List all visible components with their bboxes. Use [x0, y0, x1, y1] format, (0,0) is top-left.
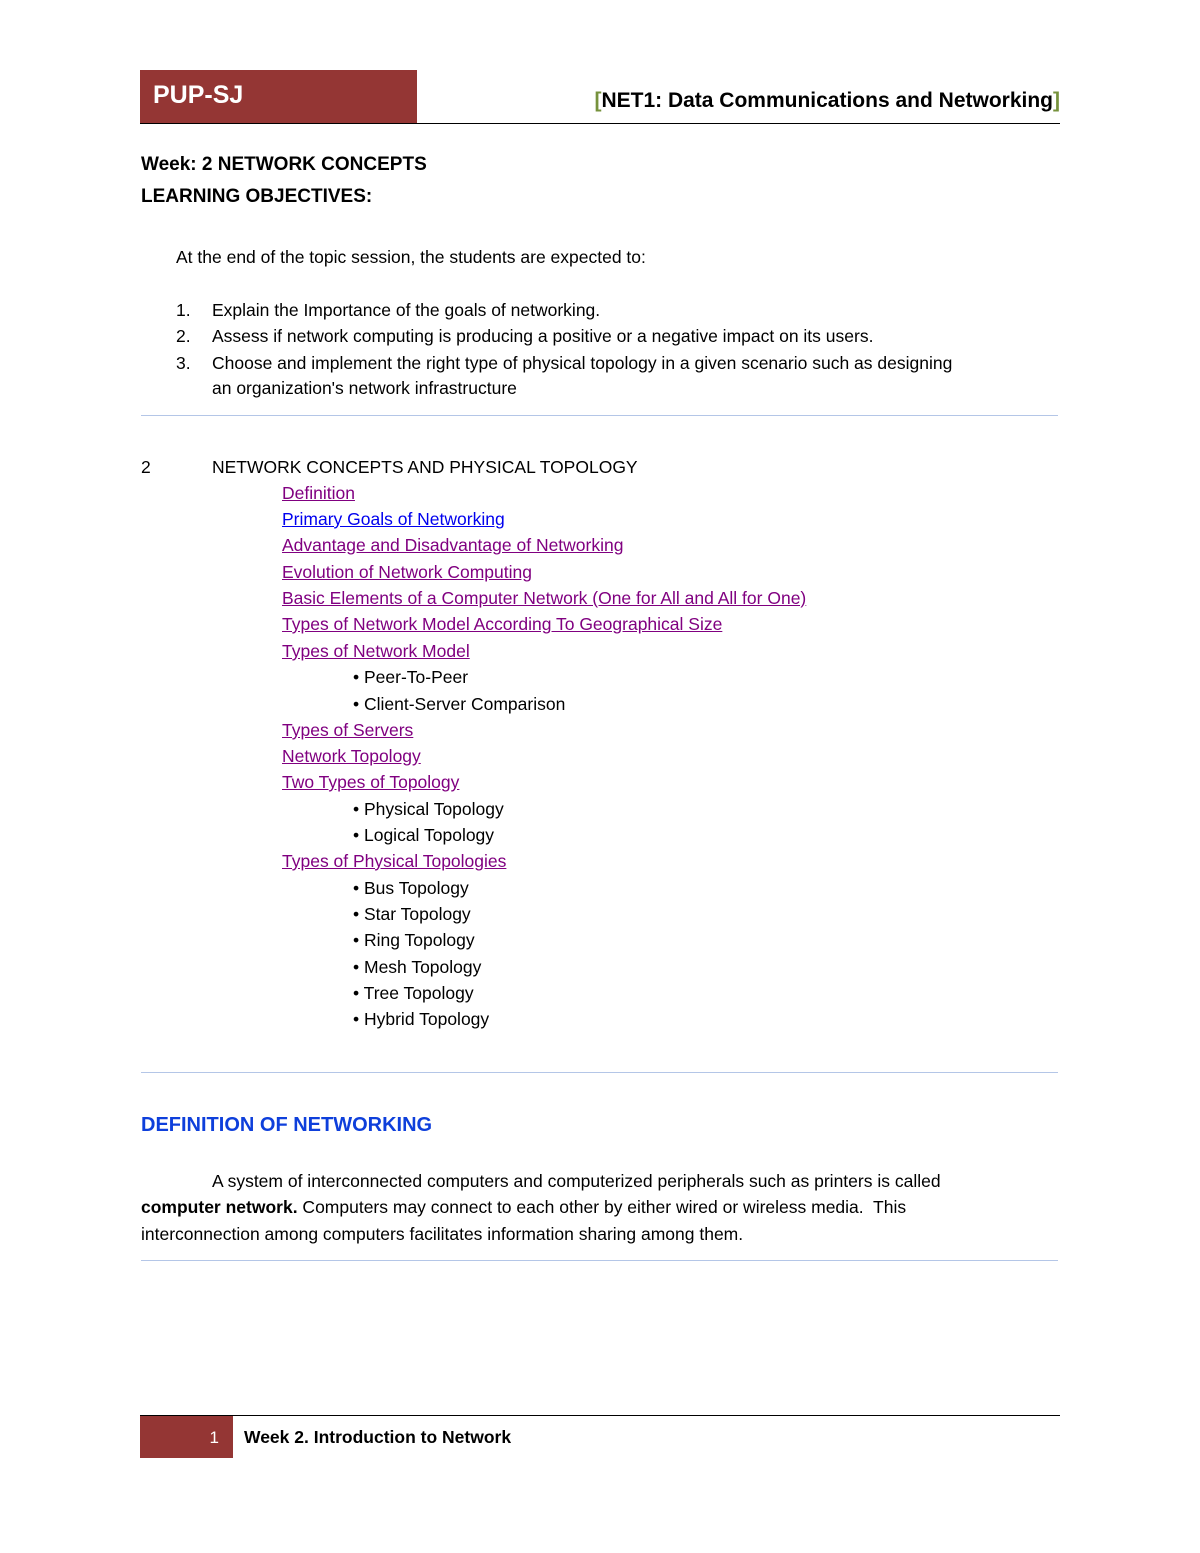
list-item: • Tree Topology — [353, 983, 474, 1003]
objective-number: 3. — [176, 353, 191, 373]
objective-text-continued: an organization's network infrastructure — [212, 378, 517, 398]
list-item: • Ring Topology — [353, 930, 475, 950]
page-number: 1 — [209, 1428, 219, 1447]
section-title: NETWORK CONCEPTS AND PHYSICAL TOPOLOGY — [212, 457, 638, 477]
definition-paragraph-line: A system of interconnected computers and computerized peripherals such as printers is called — [212, 1171, 941, 1191]
objective-text: Assess if network computing is producing a positive or a negative impact on its users. — [212, 326, 874, 346]
list-item: • Hybrid Topology — [353, 1009, 490, 1029]
objectives-intro: At the end of the topic session, the students are expected to: — [176, 247, 646, 267]
toc-link-definition[interactable]: Definition — [282, 483, 355, 503]
toc-link-primary-goals[interactable]: Primary Goals of Networking — [282, 509, 505, 529]
toc-link-types-geographical[interactable]: Types of Network Model According To Geographical Size — [282, 614, 723, 634]
week-title: Week: 2 NETWORK CONCEPTS — [141, 154, 427, 175]
list-item: • Client-Server Comparison — [353, 694, 566, 714]
section-divider — [141, 415, 1058, 416]
footer-title: Week 2. Introduction to Network — [244, 1427, 512, 1447]
list-item: • Physical Topology — [353, 799, 504, 819]
toc-link-advantage-disadvantage[interactable]: Advantage and Disadvantage of Networking — [282, 535, 624, 555]
objective-text: Explain the Importance of the goals of networking. — [212, 300, 601, 320]
toc-link-types-physical-topologies[interactable]: Types of Physical Topologies — [282, 851, 507, 871]
list-item: • Star Topology — [353, 904, 471, 924]
footer-rule — [140, 1415, 1060, 1416]
definition-paragraph-line: interconnection among computers facilitates information sharing among them. — [141, 1224, 744, 1244]
list-item: • Mesh Topology — [353, 957, 482, 977]
header-rule — [140, 123, 1060, 124]
section-divider — [141, 1260, 1058, 1261]
footer-page-box — [140, 1416, 233, 1458]
objective-number: 1. — [176, 300, 191, 320]
list-item: • Bus Topology — [353, 878, 469, 898]
toc-link-basic-elements[interactable]: Basic Elements of a Computer Network (One for All and All for One) — [282, 588, 807, 608]
header-course-text: NET1: Data Communications and Networking — [601, 89, 1053, 112]
objective-number: 2. — [176, 326, 191, 346]
toc-link-network-topology[interactable]: Network Topology — [282, 746, 421, 766]
toc-link-evolution[interactable]: Evolution of Network Computing — [282, 562, 532, 582]
definition-text: Computers may connect to each other by either wired or wireless media. This — [297, 1197, 907, 1217]
toc-link-types-network-model[interactable]: Types of Network Model — [282, 641, 470, 661]
definition-heading: DEFINITION OF NETWORKING — [141, 1114, 433, 1136]
definition-paragraph-line — [141, 1197, 906, 1218]
toc-link-types-servers[interactable]: Types of Servers — [282, 720, 414, 740]
objective-text: Choose and implement the right type of physical topology in a given scenario such as designing — [212, 353, 953, 373]
header-bracket-close: ] — [1053, 89, 1060, 112]
list-item: • Peer-To-Peer — [353, 667, 469, 687]
toc-link-two-types-topology[interactable]: Two Types of Topology — [282, 772, 460, 792]
list-item: • Logical Topology — [353, 825, 495, 845]
header-org-label: PUP-SJ — [153, 81, 244, 109]
definition-term: computer network. — [141, 1197, 298, 1217]
header-org-box — [140, 70, 417, 124]
objectives-title: LEARNING OBJECTIVES: — [141, 186, 373, 207]
header-course-title — [594, 89, 1060, 113]
header-bracket-open: [ — [594, 89, 602, 112]
section-number: 2 — [141, 457, 151, 477]
section-divider — [141, 1072, 1058, 1073]
